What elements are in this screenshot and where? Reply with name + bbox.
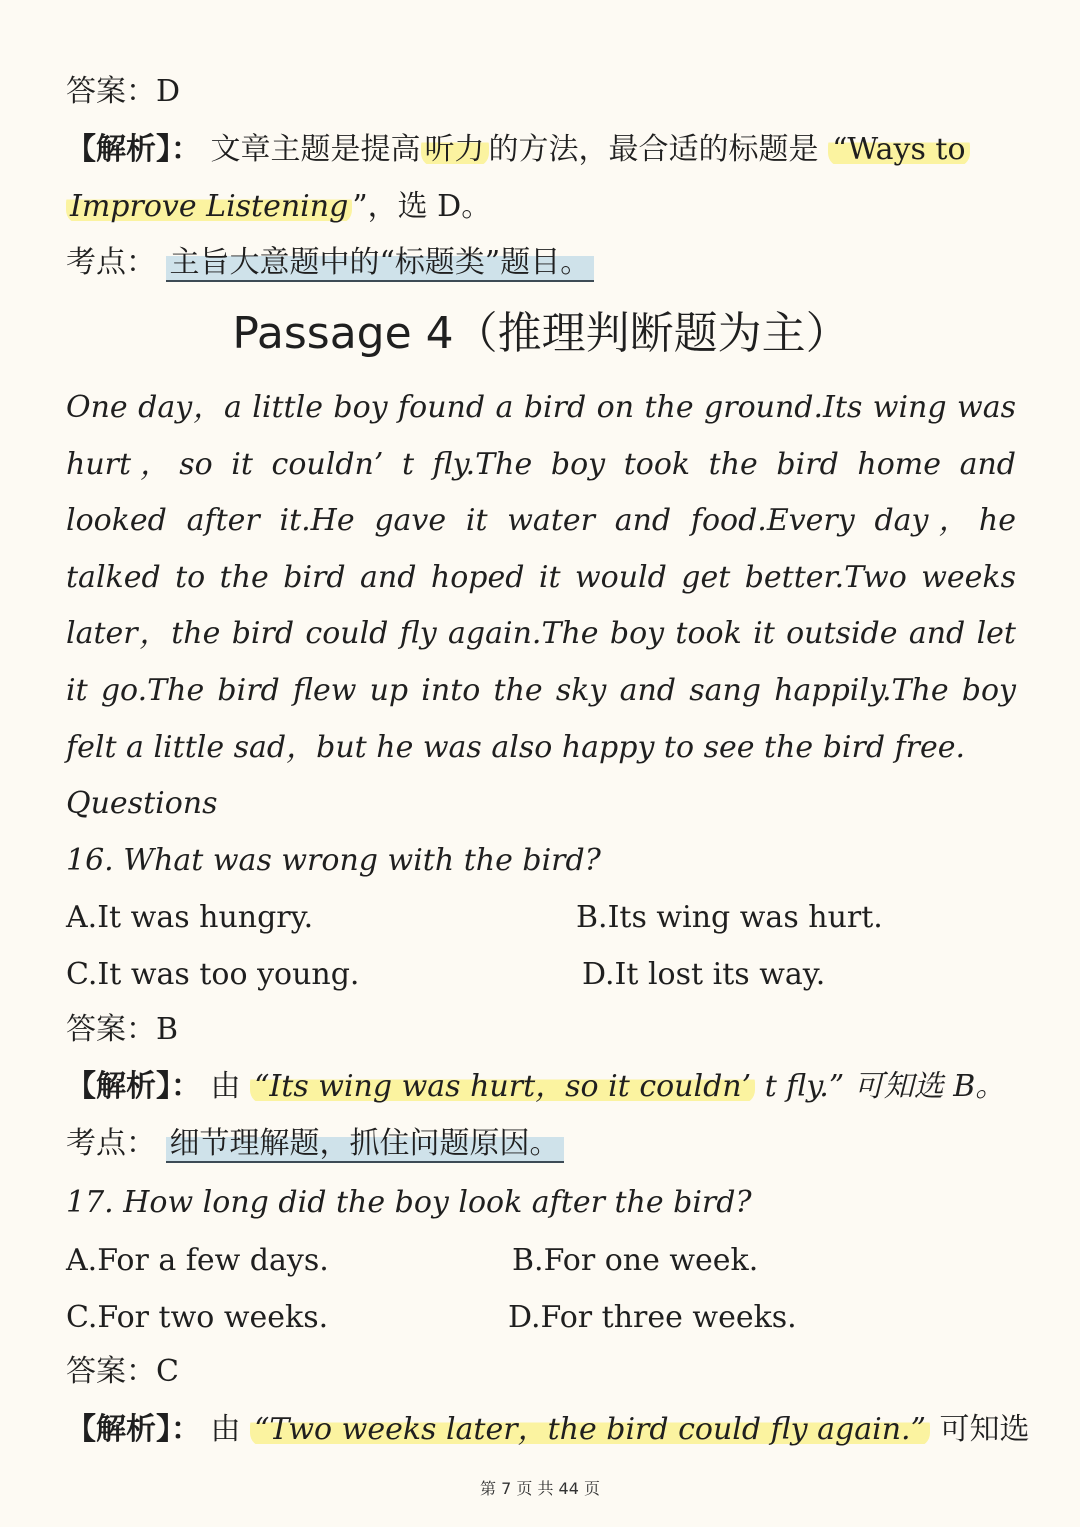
option-b: B.Its wing was hurt. <box>576 900 883 935</box>
analysis-line: 【解析】： 由 “Its wing was hurt，so it couldn’ t fly.” 可知选 B。 <box>66 1069 1006 1104</box>
option-a: A.It was hungry. <box>66 900 314 935</box>
kaodian-line <box>66 243 594 283</box>
highlight: “Ways to <box>828 132 969 167</box>
passage-title: Passage 4（推理判断题为主） <box>232 308 850 359</box>
highlight: “Its wing was hurt，so it couldn’ <box>250 1069 755 1104</box>
kaodian-line: 考点： 细节理解题，抓住问题原因。 <box>66 1124 564 1164</box>
highlight: “Two weeks later，the bird could fly again.” <box>250 1412 930 1447</box>
option-c: C.For two weeks. <box>66 1300 329 1335</box>
page-footer: 第 7 页 共 44 页 <box>480 1479 600 1498</box>
passage-text: One day，a little boy found a bird on the ground.Its wing was hurt，so it couldn’ t fly.The boy took the bird home and looked after it.He gave it water and food.Every day，he talked to the bird and hoped it would get better.Two weeks later，the bird could fly again.The boy took it outside and let it go.The bird flew up into the sky and sang happily.The boy felt a little sad，but he was also happy to see the bird free. <box>66 390 1016 765</box>
highlight: Improve Listening <box>66 189 352 224</box>
question-17: 17. How long did the boy look after the bird? <box>66 1185 752 1220</box>
questions-label: Questions <box>66 786 218 821</box>
analysis-label: 【解析】： <box>66 132 201 167</box>
answer-text: 答案：D <box>66 74 181 109</box>
analysis-line: 【解析】： 文章主题是提高 听力 的方法，最合适的标题是 “Ways to <box>66 130 970 170</box>
option-b: B.For one week. <box>512 1243 759 1278</box>
option-d: D.For three weeks. <box>508 1300 797 1335</box>
highlight: 听力 <box>421 132 489 167</box>
analysis-line: 【解析】： 由 “Two weeks later，the bird could fly again.” 可知选 <box>66 1412 1030 1447</box>
option-a: A.For a few days. <box>66 1243 329 1278</box>
answer-line: 答案：B <box>66 1012 179 1047</box>
option-c: C.It was too young. <box>66 957 360 992</box>
answer-line: 答案：C <box>66 1354 179 1389</box>
kaodian-text: 细节理解题，抓住问题原因。 <box>166 1126 564 1163</box>
question-16: 16. What was wrong with the bird? <box>66 843 601 878</box>
answer-line <box>66 72 180 112</box>
kaodian-text: 主旨大意题中的“标题类”题目。 <box>166 245 595 282</box>
option-d: D.It lost its way. <box>582 957 826 992</box>
kaodian-label: 考点： <box>66 245 156 280</box>
analysis-line-cont: Improve Listening ”，选 D。 <box>66 187 491 227</box>
